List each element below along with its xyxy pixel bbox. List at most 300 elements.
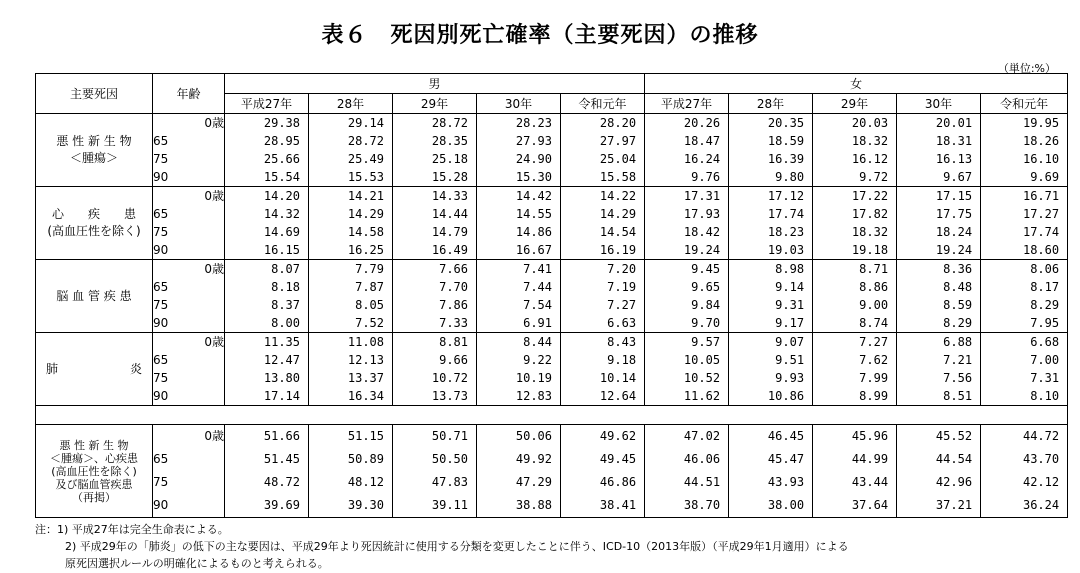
- value: 49.45: [599, 452, 637, 466]
- value: 8.36: [943, 262, 973, 276]
- value: 39.69: [263, 498, 300, 512]
- value: 44.72: [1022, 429, 1060, 443]
- cause-cell: [36, 260, 153, 333]
- value: 15.58: [599, 170, 637, 184]
- male-value-cell: [225, 260, 309, 333]
- value: 29.14: [347, 116, 384, 130]
- age-label: 0歳: [204, 116, 224, 130]
- cause-label: ＜腫瘍＞: [69, 151, 118, 165]
- value: 6.91: [523, 316, 552, 330]
- value: 9.57: [691, 335, 721, 349]
- age-cell: [153, 333, 225, 406]
- age-cell: [153, 260, 225, 333]
- value: 13.37: [347, 371, 384, 385]
- male-value-cell: [225, 425, 309, 518]
- value: 9.69: [1030, 170, 1060, 184]
- value: 43.44: [851, 475, 889, 489]
- value: 9.76: [691, 170, 721, 184]
- value: 9.00: [859, 298, 889, 312]
- male-year-header: 令和元年: [561, 94, 645, 114]
- value: 9.18: [607, 353, 637, 367]
- value: 9.66: [439, 353, 468, 367]
- table-row: [36, 260, 1068, 333]
- value: 7.41: [523, 262, 552, 276]
- male-value-cell: [561, 333, 645, 406]
- age-label: 65: [153, 452, 169, 466]
- value: 17.74: [1022, 225, 1060, 239]
- age-cell: [153, 425, 225, 518]
- value: 16.34: [347, 389, 384, 403]
- male-value-cell: [393, 187, 477, 260]
- value: 38.00: [767, 498, 805, 512]
- value: 14.44: [431, 207, 468, 221]
- value: 9.80: [775, 170, 805, 184]
- cause-label: 悪 性 新 生 物: [56, 134, 132, 148]
- value: 45.96: [851, 429, 889, 443]
- female-value-cell: [645, 260, 729, 333]
- age-label: 65: [153, 134, 169, 148]
- value: 50.06: [515, 429, 552, 443]
- value: 8.06: [1030, 262, 1060, 276]
- value: 47.83: [431, 475, 468, 489]
- value: 19.03: [767, 243, 805, 257]
- value: 42.12: [1022, 475, 1060, 489]
- value: 17.93: [683, 207, 721, 221]
- value: 13.73: [431, 389, 468, 403]
- value: 29.38: [263, 116, 300, 130]
- male-year-header: 30年: [477, 94, 561, 114]
- age-label: 75: [153, 475, 169, 489]
- age-label: 90: [153, 498, 169, 512]
- age-label: 90: [153, 170, 169, 184]
- female-value-cell: [729, 425, 813, 518]
- female-value-cell: [645, 425, 729, 518]
- value: 16.19: [599, 243, 637, 257]
- male-value-cell: [393, 114, 477, 187]
- value: 24.90: [515, 152, 552, 166]
- value: 42.96: [935, 475, 973, 489]
- female-value-cell: [897, 187, 981, 260]
- unit-label: （単位:%）: [997, 62, 1056, 75]
- value: 8.48: [943, 280, 973, 294]
- value: 8.10: [1030, 389, 1060, 403]
- value: 8.37: [271, 298, 300, 312]
- cause-cell: [36, 333, 153, 406]
- value: 25.04: [599, 152, 637, 166]
- value: 14.20: [263, 189, 300, 203]
- value: 8.43: [607, 335, 637, 349]
- value: 18.42: [683, 225, 721, 239]
- value: 28.72: [431, 116, 468, 130]
- age-label: 90: [153, 389, 169, 403]
- female-value-cell: [981, 114, 1068, 187]
- value: 14.33: [431, 189, 468, 203]
- value: 17.82: [851, 207, 889, 221]
- value: 8.71: [859, 262, 889, 276]
- value: 49.62: [599, 429, 637, 443]
- value: 8.59: [943, 298, 973, 312]
- value: 48.72: [263, 475, 300, 489]
- value: 37.21: [935, 498, 973, 512]
- value: 14.54: [599, 225, 637, 239]
- female-value-cell: [897, 425, 981, 518]
- value: 15.54: [263, 170, 300, 184]
- value: 16.25: [347, 243, 384, 257]
- value: 25.49: [347, 152, 384, 166]
- table-row: [36, 187, 1068, 260]
- male-year-header: 29年: [393, 94, 477, 114]
- value: 7.99: [859, 371, 889, 385]
- value: 20.35: [767, 116, 805, 130]
- value: 25.66: [263, 152, 300, 166]
- male-value-cell: [225, 114, 309, 187]
- value: 46.45: [767, 429, 805, 443]
- value: 28.23: [515, 116, 552, 130]
- value: 10.14: [599, 371, 637, 385]
- value: 14.29: [347, 207, 384, 221]
- value: 9.22: [523, 353, 552, 367]
- value: 17.12: [767, 189, 805, 203]
- age-label: 65: [153, 353, 169, 367]
- male-value-cell: [393, 260, 477, 333]
- value: 44.54: [935, 452, 973, 466]
- value: 45.52: [935, 429, 973, 443]
- table-row: [36, 333, 1068, 406]
- value: 9.93: [775, 371, 805, 385]
- value: 20.26: [683, 116, 721, 130]
- value: 8.86: [859, 280, 889, 294]
- value: 9.84: [691, 298, 721, 312]
- female-value-cell: [645, 187, 729, 260]
- value: 10.05: [683, 353, 721, 367]
- age-cell: [153, 114, 225, 187]
- value: 7.27: [859, 335, 889, 349]
- value: 36.24: [1022, 498, 1060, 512]
- value: 47.29: [515, 475, 552, 489]
- value: 6.88: [943, 335, 973, 349]
- value: 16.13: [935, 152, 973, 166]
- value: 19.95: [1022, 116, 1060, 130]
- value: 7.95: [1030, 316, 1060, 330]
- value: 12.47: [263, 353, 300, 367]
- value: 39.30: [347, 498, 384, 512]
- value: 11.08: [347, 335, 384, 349]
- value: 16.67: [515, 243, 552, 257]
- value: 9.07: [775, 335, 805, 349]
- value: 45.47: [767, 452, 805, 466]
- age-label: 0歳: [204, 335, 224, 349]
- value: 37.64: [851, 498, 889, 512]
- value: 10.72: [431, 371, 468, 385]
- value: 16.10: [1022, 152, 1060, 166]
- female-value-cell: [813, 114, 897, 187]
- value: 8.29: [943, 316, 973, 330]
- female-year-header: 令和元年: [981, 94, 1068, 114]
- value: 8.81: [439, 335, 468, 349]
- female-value-cell: [981, 333, 1068, 406]
- cause-label: 悪 性 新 生 物: [59, 438, 129, 452]
- value: 18.24: [935, 225, 973, 239]
- value: 9.17: [775, 316, 805, 330]
- value: 7.79: [355, 262, 384, 276]
- value: 44.51: [683, 475, 721, 489]
- header-age: 年齢: [153, 74, 225, 114]
- value: 18.32: [851, 225, 889, 239]
- cause-label: 及び脳血管疾患: [55, 477, 133, 491]
- value: 38.88: [515, 498, 552, 512]
- cause-label: （再掲）: [72, 490, 116, 504]
- value: 7.52: [355, 316, 384, 330]
- value: 18.31: [935, 134, 973, 148]
- value: 16.39: [767, 152, 805, 166]
- note-3: 原死因選択ルールの明確化によるものと考えられる。: [65, 557, 329, 570]
- value: 20.01: [935, 116, 973, 130]
- value: 50.50: [431, 452, 468, 466]
- age-label: 0歳: [204, 429, 224, 443]
- male-value-cell: [309, 260, 393, 333]
- spacer-cell: [36, 406, 1068, 425]
- value: 8.17: [1030, 280, 1060, 294]
- value: 7.86: [439, 298, 468, 312]
- cause-cell: [36, 114, 153, 187]
- male-value-cell: [477, 333, 561, 406]
- value: 48.12: [347, 475, 384, 489]
- value: 8.07: [271, 262, 300, 276]
- female-value-cell: [813, 260, 897, 333]
- value: 15.30: [515, 170, 552, 184]
- male-value-cell: [309, 187, 393, 260]
- value: 19.24: [935, 243, 973, 257]
- male-value-cell: [561, 114, 645, 187]
- value: 7.87: [355, 280, 384, 294]
- value: 46.86: [599, 475, 637, 489]
- female-value-cell: [897, 333, 981, 406]
- value: 6.63: [607, 316, 637, 330]
- value: 38.70: [683, 498, 721, 512]
- female-year-header: 30年: [897, 94, 981, 114]
- value: 28.35: [431, 134, 468, 148]
- value: 44.99: [851, 452, 889, 466]
- value: 17.27: [1022, 207, 1060, 221]
- footnotes: [35, 521, 849, 572]
- female-value-cell: [729, 187, 813, 260]
- value: 8.51: [943, 389, 973, 403]
- value: 7.20: [607, 262, 637, 276]
- female-year-header: 平成27年: [645, 94, 729, 114]
- table-row: [36, 114, 1068, 187]
- value: 17.15: [935, 189, 973, 203]
- age-label: 65: [153, 207, 169, 221]
- value: 17.22: [851, 189, 889, 203]
- page-title: 表６ 死因別死亡確率（主要死因）の推移: [321, 23, 759, 48]
- age-label: 75: [153, 371, 169, 385]
- age-label: 65: [153, 280, 169, 294]
- value: 14.86: [515, 225, 552, 239]
- value: 43.93: [767, 475, 805, 489]
- value: 14.42: [515, 189, 552, 203]
- value: 8.29: [1030, 298, 1060, 312]
- value: 8.44: [523, 335, 552, 349]
- age-label: 75: [153, 298, 169, 312]
- value: 28.20: [599, 116, 637, 130]
- value: 7.56: [943, 371, 973, 385]
- value: 6.68: [1030, 335, 1060, 349]
- female-value-cell: [897, 114, 981, 187]
- value: 17.74: [767, 207, 805, 221]
- value: 47.02: [683, 429, 721, 443]
- value: 51.15: [347, 429, 384, 443]
- female-year-header: 29年: [813, 94, 897, 114]
- value: 12.13: [347, 353, 384, 367]
- male-value-cell: [561, 187, 645, 260]
- value: 39.11: [431, 498, 468, 512]
- value: 38.41: [599, 498, 637, 512]
- table-row: [36, 425, 1068, 518]
- value: 11.62: [683, 389, 721, 403]
- value: 16.49: [431, 243, 468, 257]
- value: 9.67: [943, 170, 973, 184]
- value: 10.52: [683, 371, 721, 385]
- value: 9.45: [691, 262, 721, 276]
- male-value-cell: [477, 187, 561, 260]
- female-value-cell: [897, 260, 981, 333]
- female-value-cell: [813, 425, 897, 518]
- value: 14.32: [263, 207, 300, 221]
- value: 9.65: [691, 280, 721, 294]
- age-label: 0歳: [204, 262, 224, 276]
- value: 7.31: [1030, 371, 1060, 385]
- male-value-cell: [561, 260, 645, 333]
- value: 27.93: [515, 134, 552, 148]
- value: 15.53: [347, 170, 384, 184]
- value: 46.06: [683, 452, 721, 466]
- value: 50.71: [431, 429, 468, 443]
- value: 7.27: [607, 298, 637, 312]
- value: 43.70: [1022, 452, 1060, 466]
- value: 17.14: [263, 389, 300, 403]
- male-value-cell: [393, 425, 477, 518]
- female-value-cell: [981, 260, 1068, 333]
- value: 18.60: [1022, 243, 1060, 257]
- value: 9.72: [859, 170, 889, 184]
- male-value-cell: [477, 114, 561, 187]
- value: 18.32: [851, 134, 889, 148]
- value: 51.45: [263, 452, 300, 466]
- value: 27.97: [599, 134, 637, 148]
- male-year-header: 28年: [309, 94, 393, 114]
- female-year-header: 28年: [729, 94, 813, 114]
- age-label: 75: [153, 225, 169, 239]
- value: 49.92: [515, 452, 552, 466]
- value: 15.28: [431, 170, 468, 184]
- value: 28.72: [347, 134, 384, 148]
- value: 9.31: [775, 298, 805, 312]
- value: 8.18: [271, 280, 300, 294]
- value: 8.99: [859, 389, 889, 403]
- header-cause: 主要死因: [36, 74, 153, 114]
- female-value-cell: [729, 114, 813, 187]
- age-cell: [153, 187, 225, 260]
- value: 8.98: [775, 262, 805, 276]
- value: 14.21: [347, 189, 384, 203]
- male-value-cell: [561, 425, 645, 518]
- value: 8.00: [271, 316, 300, 330]
- value: 14.69: [263, 225, 300, 239]
- value: 19.18: [851, 243, 889, 257]
- value: 14.55: [515, 207, 552, 221]
- value: 20.03: [851, 116, 889, 130]
- value: 14.79: [431, 225, 468, 239]
- value: 7.21: [943, 353, 973, 367]
- value: 51.66: [263, 429, 300, 443]
- value: 7.00: [1030, 353, 1060, 367]
- value: 14.29: [599, 207, 637, 221]
- value: 16.71: [1022, 189, 1060, 203]
- value: 7.54: [523, 298, 552, 312]
- value: 18.59: [767, 134, 805, 148]
- value: 12.64: [599, 389, 637, 403]
- male-year-header: 平成27年: [225, 94, 309, 114]
- value: 7.70: [439, 280, 468, 294]
- note-2: 2) 平成29年の「肺炎」の低下の主な要因は、平成29年より死因統計に使用する分類を変更したことに伴う、ICD-10（2013年版）（平成29年1月適用）による: [65, 540, 849, 553]
- female-value-cell: [645, 114, 729, 187]
- header-male: 男: [225, 74, 645, 94]
- male-value-cell: [309, 425, 393, 518]
- cause-cell: [36, 187, 153, 260]
- cause-cell: [36, 425, 153, 518]
- value: 16.15: [263, 243, 300, 257]
- cause-label: 脳 血 管 疾 患: [56, 288, 132, 303]
- spacer-row: [36, 406, 1068, 425]
- value: 17.75: [935, 207, 973, 221]
- value: 7.19: [607, 280, 637, 294]
- value: 9.70: [691, 316, 721, 330]
- cause-label: ＜腫瘍＞、心疾患: [50, 451, 138, 465]
- male-value-cell: [309, 333, 393, 406]
- value: 18.23: [767, 225, 805, 239]
- value: 18.26: [1022, 134, 1060, 148]
- male-value-cell: [477, 260, 561, 333]
- value: 13.80: [263, 371, 300, 385]
- value: 16.12: [851, 152, 889, 166]
- male-value-cell: [225, 333, 309, 406]
- value: 8.74: [859, 316, 889, 330]
- age-label: 0歳: [204, 189, 224, 203]
- value: 7.44: [523, 280, 552, 294]
- value: 14.58: [347, 225, 384, 239]
- value: 19.24: [683, 243, 721, 257]
- value: 7.62: [859, 353, 889, 367]
- value: 10.86: [767, 389, 805, 403]
- value: 10.19: [515, 371, 552, 385]
- male-value-cell: [393, 333, 477, 406]
- value: 17.31: [683, 189, 721, 203]
- female-value-cell: [645, 333, 729, 406]
- cause-label: 肺 炎: [45, 361, 142, 376]
- female-value-cell: [981, 187, 1068, 260]
- value: 8.05: [355, 298, 384, 312]
- value: 50.89: [347, 452, 384, 466]
- male-value-cell: [477, 425, 561, 518]
- value: 16.24: [683, 152, 721, 166]
- female-value-cell: [729, 260, 813, 333]
- note-1: 注：1) 平成27年は完全生命表による。: [35, 523, 229, 536]
- female-value-cell: [813, 187, 897, 260]
- male-value-cell: [309, 114, 393, 187]
- female-value-cell: [981, 425, 1068, 518]
- value: 12.83: [515, 389, 552, 403]
- female-value-cell: [813, 333, 897, 406]
